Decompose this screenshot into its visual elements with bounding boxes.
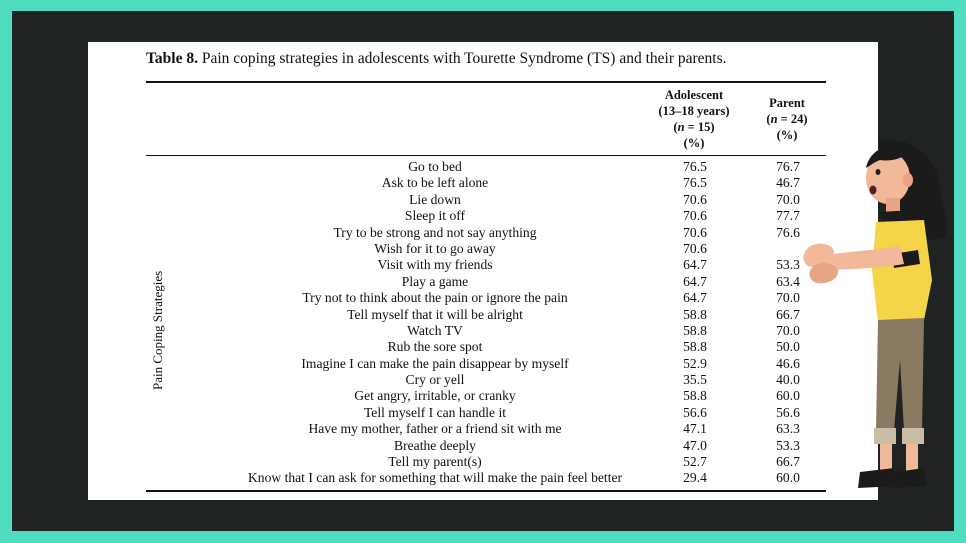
strategy-cell: Rub the sore spot [387,339,483,355]
strategy-cell: Tell myself that it will be alright [347,306,523,322]
table-row [180,356,820,372]
parent-value-cell: 60.0 [776,470,800,486]
strategy-cell: Play a game [401,273,469,289]
table-row [180,405,820,421]
strategy-cell: Tell myself I can handle it [363,404,507,420]
adolescent-value-cell: 56.6 [683,404,707,420]
table-caption-text: Pain coping strategies in adolescents with Tourette Syndrome (TS) and their parents. [201,50,727,67]
strategy-cell: Sleep it off [404,208,466,224]
adolescent-value-cell: 64.7 [683,273,707,289]
strategy-cell: Imagine I can make the pain disappear by myself [301,355,569,371]
parent-value-cell: 70.0 [776,191,800,207]
parent-value-cell: 53.3 [776,437,800,453]
parent-value-cell: 46.7 [776,175,800,191]
table-row [180,438,820,454]
parent-value-cell: 66.7 [776,306,800,322]
table-row [180,208,820,224]
column-title-adolescent: Adolescent [664,88,724,102]
table-row [180,307,820,323]
table-top-rule [146,81,826,83]
strategy-cell: Visit with my friends [377,257,493,273]
parent-value-cell: 46.6 [776,355,800,371]
strategy-cell: Go to bed [408,159,462,174]
strategy-cell: Ask to be left alone [381,175,489,191]
column-unit-adolescent: (%) [683,136,705,150]
table-row [180,339,820,355]
parent-value-cell: 77.7 [776,208,800,224]
strategy-cell: Tell my parent(s) [388,454,482,470]
column-title-parent: Parent [769,96,805,110]
table-row [180,159,820,175]
adolescent-value-cell: 58.8 [683,339,707,355]
table-row [180,372,820,388]
adolescent-value-cell: 76.5 [683,175,707,191]
adolescent-value-cell: 58.8 [683,322,707,338]
table-row [180,421,820,437]
adolescent-value-cell: 47.0 [683,437,707,453]
adolescent-value-cell: 64.7 [683,257,707,273]
parent-value-cell: 76.7 [776,159,800,174]
table-row [180,388,820,404]
adolescent-value-cell: 47.1 [683,421,707,437]
strategy-cell: Watch TV [407,322,463,338]
table-row [180,241,820,257]
adolescent-value-cell: 70.6 [683,224,707,240]
parent-value-cell: 66.7 [776,454,800,470]
adolescent-value-cell: 70.6 [683,208,707,224]
strategy-cell: Try not to think about the pain or ignore the pain [302,290,568,306]
adolescent-value-cell: 35.5 [683,372,707,388]
adolescent-value-cell: 52.9 [683,355,707,371]
parent-value-cell: 50.0 [776,339,800,355]
parent-value-cell: 76.6 [776,224,800,240]
parent-value-cell: 63.3 [776,421,800,437]
strategy-cell: Lie down [409,191,461,207]
table-row [180,470,820,486]
strategy-cell: Know that I can ask for something that will make the pain feel better [247,470,623,486]
column-header-adolescent [648,87,740,151]
surprised-woman-illustration [800,130,950,505]
strategy-cell: Breathe deeply [394,437,476,453]
parent-value-cell: 40.0 [776,372,800,388]
parent-value-cell: 70.0 [776,322,800,338]
table-bottom-rule [146,490,826,492]
row-group-label-text: Pain Coping Strategies [150,270,165,390]
parent-value-cell: 53.3 [776,257,800,273]
column-n-adolescent: (n = 15) [673,120,715,134]
table-row [180,274,820,290]
table-caption [146,50,846,68]
table-body [180,159,820,487]
column-n-parent: (n = 24) [766,112,808,126]
adolescent-value-cell: 76.5 [683,159,707,174]
adolescent-value-cell: 64.7 [683,290,707,306]
strategy-cell: Wish for it to go away [374,240,496,256]
adolescent-value-cell: 52.7 [683,454,707,470]
table-row [180,175,820,191]
parent-value-cell: 56.6 [776,404,800,420]
table-row [180,454,820,470]
table-row [180,257,820,273]
table-row [180,225,820,241]
adolescent-value-cell: 58.8 [683,388,707,404]
table-row [180,323,820,339]
parent-value-cell: 70.0 [776,290,800,306]
adolescent-value-cell: 58.8 [683,306,707,322]
strategy-cell: Try to be strong and not say anything [333,224,537,240]
column-unit-parent: (%) [776,128,798,142]
strategy-cell: Get angry, irritable, or cranky [354,388,516,404]
column-age-adolescent: (13–18 years) [658,104,730,118]
table-row [180,290,820,306]
table-header-rule [146,155,826,156]
strategy-cell: Have my mother, father or a friend sit with me [308,421,562,437]
parent-value-cell: 60.0 [776,388,800,404]
parent-value-cell: 63.4 [776,273,800,289]
adolescent-value-cell: 70.6 [683,191,707,207]
table-caption-label: Table 8. [146,50,198,67]
adolescent-value-cell: 70.6 [683,240,707,256]
table-row [180,192,820,208]
strategy-cell: Cry or yell [405,372,465,388]
adolescent-value-cell: 29.4 [683,470,707,486]
